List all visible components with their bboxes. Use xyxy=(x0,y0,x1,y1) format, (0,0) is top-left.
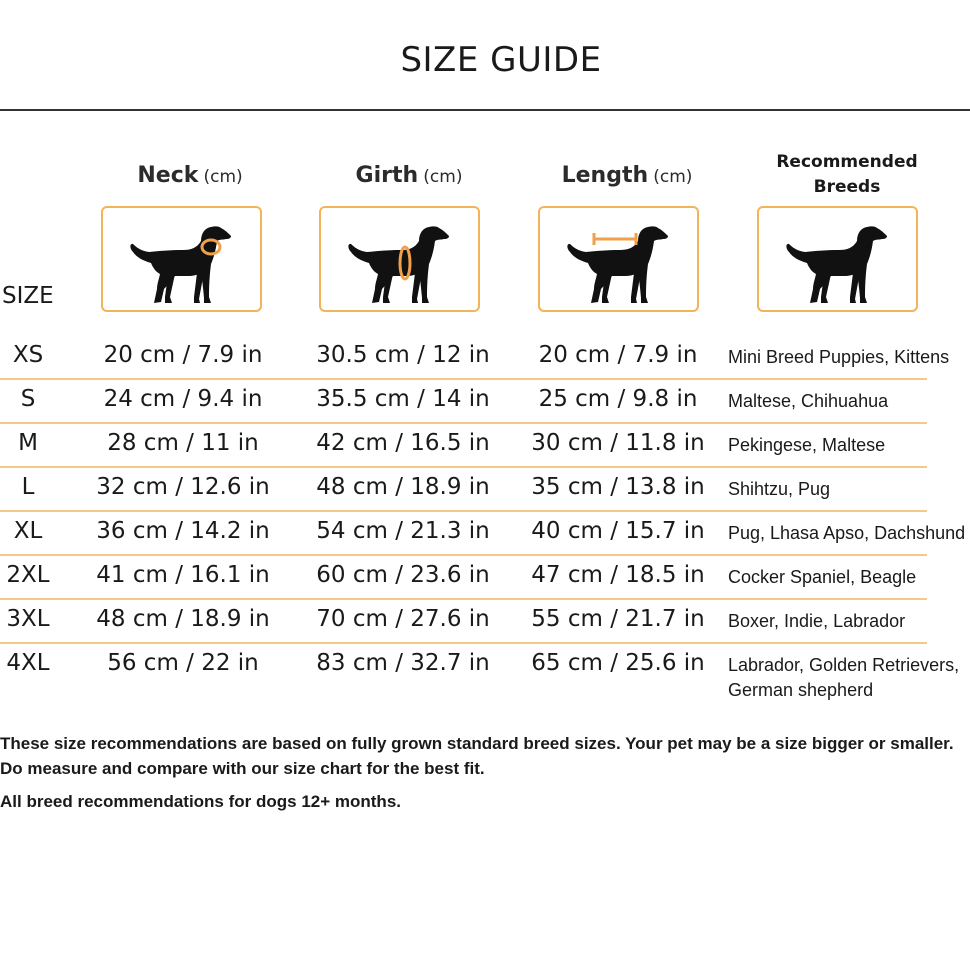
girth-cell: 54 cm / 21.3 in xyxy=(316,518,490,544)
breeds-header xyxy=(764,150,930,200)
breeds-line: Pug, Lhasa Apso, Dachshund xyxy=(728,523,966,543)
neck-cell: 28 cm / 11 in xyxy=(107,430,259,456)
breeds-line: Pekingese, Maltese xyxy=(728,435,886,455)
girth-measure-box xyxy=(319,206,480,312)
breeds-cell xyxy=(728,521,965,546)
girth-cell: 35.5 cm / 14 in xyxy=(316,386,490,412)
neck-header-unit: (cm) xyxy=(203,167,243,187)
neck-header-label: Neck xyxy=(137,163,199,188)
table-row xyxy=(0,380,970,424)
table-row xyxy=(0,644,970,700)
breeds-line: Mini Breed Puppies, Kittens xyxy=(728,347,950,367)
length-measure-box xyxy=(538,206,699,312)
length-header-label: Length xyxy=(561,163,649,188)
length-header-unit: (cm) xyxy=(653,167,693,187)
breeds-line: Shihtzu, Pug xyxy=(728,479,831,499)
girth-header-label: Girth xyxy=(355,163,419,188)
dog-icon xyxy=(783,217,895,307)
length-cell: 25 cm / 9.8 in xyxy=(538,386,698,412)
neck-cell: 36 cm / 14.2 in xyxy=(96,518,270,544)
breeds-line: Boxer, Indie, Labrador xyxy=(728,611,906,631)
size-cell: S xyxy=(20,386,36,412)
breeds-cell xyxy=(728,345,949,370)
length-header xyxy=(537,163,717,188)
table-row xyxy=(0,336,970,380)
girth-cell: 42 cm / 16.5 in xyxy=(316,430,490,456)
table-row xyxy=(0,424,970,468)
breeds-line: Maltese, Chihuahua xyxy=(728,391,889,411)
breeds-header-line2: Breeds xyxy=(813,177,881,197)
dog-length-icon xyxy=(564,217,676,307)
dog-neck-icon xyxy=(127,217,239,307)
table-row xyxy=(0,512,970,556)
table-row xyxy=(0,468,970,512)
girth-header-unit: (cm) xyxy=(423,167,463,187)
length-cell: 30 cm / 11.8 in xyxy=(531,430,705,456)
neck-cell: 24 cm / 9.4 in xyxy=(103,386,263,412)
length-cell: 47 cm / 18.5 in xyxy=(531,562,705,588)
neck-header xyxy=(100,163,280,188)
size-cell: 3XL xyxy=(6,606,50,632)
size-cell: L xyxy=(21,474,35,500)
dog-girth-icon xyxy=(345,217,457,307)
neck-measure-box xyxy=(101,206,262,312)
breeds-cell xyxy=(728,653,959,703)
length-cell: 20 cm / 7.9 in xyxy=(538,342,698,368)
breeds-cell xyxy=(728,609,905,634)
girth-cell: 70 cm / 27.6 in xyxy=(316,606,490,632)
length-cell: 35 cm / 13.8 in xyxy=(531,474,705,500)
girth-cell: 83 cm / 32.7 in xyxy=(316,650,490,676)
neck-cell: 32 cm / 12.6 in xyxy=(96,474,270,500)
note-line-3: All breed recommendations for dogs 12+ months. xyxy=(0,792,401,811)
breeds-line: Cocker Spaniel, Beagle xyxy=(728,567,917,587)
breeds-cell xyxy=(728,565,916,590)
table-row xyxy=(0,600,970,644)
breeds-line: Labrador, Golden Retrievers, xyxy=(728,655,960,675)
girth-header xyxy=(319,163,499,188)
neck-cell: 56 cm / 22 in xyxy=(107,650,259,676)
length-cell: 40 cm / 15.7 in xyxy=(531,518,705,544)
neck-cell: 20 cm / 7.9 in xyxy=(103,342,263,368)
size-cell: XS xyxy=(12,342,44,368)
length-cell: 65 cm / 25.6 in xyxy=(531,650,705,676)
girth-cell: 30.5 cm / 12 in xyxy=(316,342,490,368)
size-cell: M xyxy=(18,430,38,456)
girth-cell: 60 cm / 23.6 in xyxy=(316,562,490,588)
neck-cell: 41 cm / 16.1 in xyxy=(96,562,270,588)
note-line-1: These size recommendations are based on fully grown standard breed sizes. Your pet may be a size bigger or smaller. xyxy=(0,734,954,753)
page-title: SIZE GUIDE xyxy=(400,40,602,80)
table-row xyxy=(0,556,970,600)
note-line-2: Do measure and compare with our size chart for the best fit. xyxy=(0,759,485,778)
size-cell: XL xyxy=(13,518,43,544)
size-cell: 2XL xyxy=(6,562,50,588)
breeds-line: German shepherd xyxy=(728,680,874,700)
girth-cell: 48 cm / 18.9 in xyxy=(316,474,490,500)
breeds-cell xyxy=(728,389,888,414)
breeds-box xyxy=(757,206,918,312)
breeds-cell xyxy=(728,477,830,502)
title-divider xyxy=(0,109,970,111)
length-cell: 55 cm / 21.7 in xyxy=(531,606,705,632)
breeds-cell xyxy=(728,433,885,458)
neck-cell: 48 cm / 18.9 in xyxy=(96,606,270,632)
size-cell: 4XL xyxy=(6,650,50,676)
size-column-label: SIZE xyxy=(2,283,54,309)
breeds-header-line1: Recommended xyxy=(776,152,918,172)
